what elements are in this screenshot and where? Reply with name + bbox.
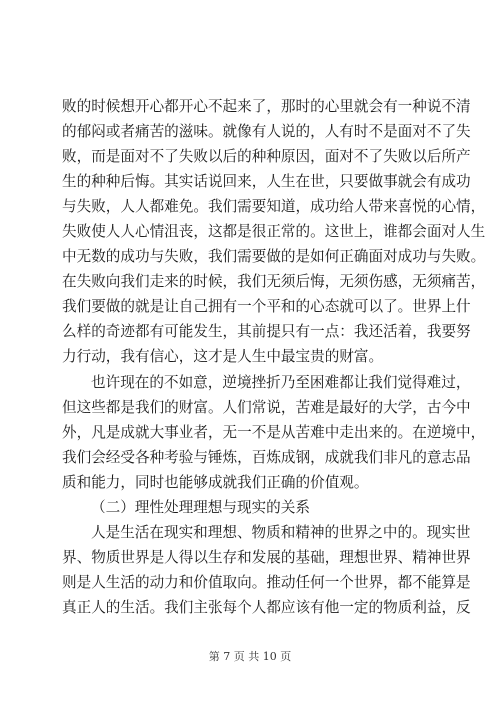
text-line: 生的种种后悔。其实话说回来，人生在世，只要做事就会有成功 [62, 173, 471, 191]
text-line: 败的时候想开心都开心不起来了，那时的心里就会有一种说不清 [62, 98, 471, 115]
text-line: 真正人的生活。我们主张每个人都应该有他一定的物质利益，反 [62, 598, 471, 616]
section-heading: （二）理性处理理想与现实的关系 [91, 498, 310, 516]
text-line: 的郁闷或者痛苦的滋味。就像有人说的，人有时不是面对不了失 [62, 123, 471, 141]
text-line: 与失败，人人都难免。我们需要知道，成功给人带来喜悦的心情， [62, 198, 486, 216]
text-line: 在失败向我们走来的时候，我们无须后悔，无须伤感，无须痛苦， [62, 273, 486, 291]
text-line: 失败使人人心情沮丧，这都是很正常的。这世上，谁都会面对人生 [62, 223, 486, 241]
text-line: 么样的奇迹都有可能发生，其前提只有一点：我还活着，我要努 [62, 323, 471, 341]
text-line: 但这些都是我们的财富。人们常说，苦难是最好的大学，古今中 [62, 398, 471, 416]
text-line: 也许现在的不如意，逆境挫折乃至困难都让我们觉得难过， [91, 373, 471, 391]
text-line: 我们会经受各种考验与锤炼，百炼成钢，成就我们非凡的意志品 [62, 448, 471, 466]
text-line: 力行动，我有信心，这才是人生中最宝贵的财富。 [62, 348, 384, 366]
text-line: 界、物质世界是人得以生存和发展的基础，理想世界、精神世界 [62, 548, 471, 566]
text-line: 人是生活在现实和理想、物质和精神的世界之中的。现实世 [91, 523, 471, 541]
page-footer: 第 7 页 共 10 页 [208, 650, 292, 663]
text-line: 则是人生活的动力和价值取向。推动任何一个世界，都不能算是 [62, 573, 471, 591]
text-line: 质和能力，同时也能够成就我们正确的价值观。 [62, 473, 369, 491]
text-line: 中无数的成功与失败，我们需要做的是如何正确面对成功与失败。 [62, 248, 486, 266]
text-line: 我们要做的就是让自己拥有一个平和的心态就可以了。世界上什 [62, 298, 471, 316]
body-text [62, 94, 486, 620]
text-line: 败，而是面对不了失败以后的种种原因，面对不了失败以后所产 [62, 148, 471, 166]
text-line: 外，凡是成就大事业者，无一不是从苦难中走出来的。在逆境中， [62, 423, 486, 441]
